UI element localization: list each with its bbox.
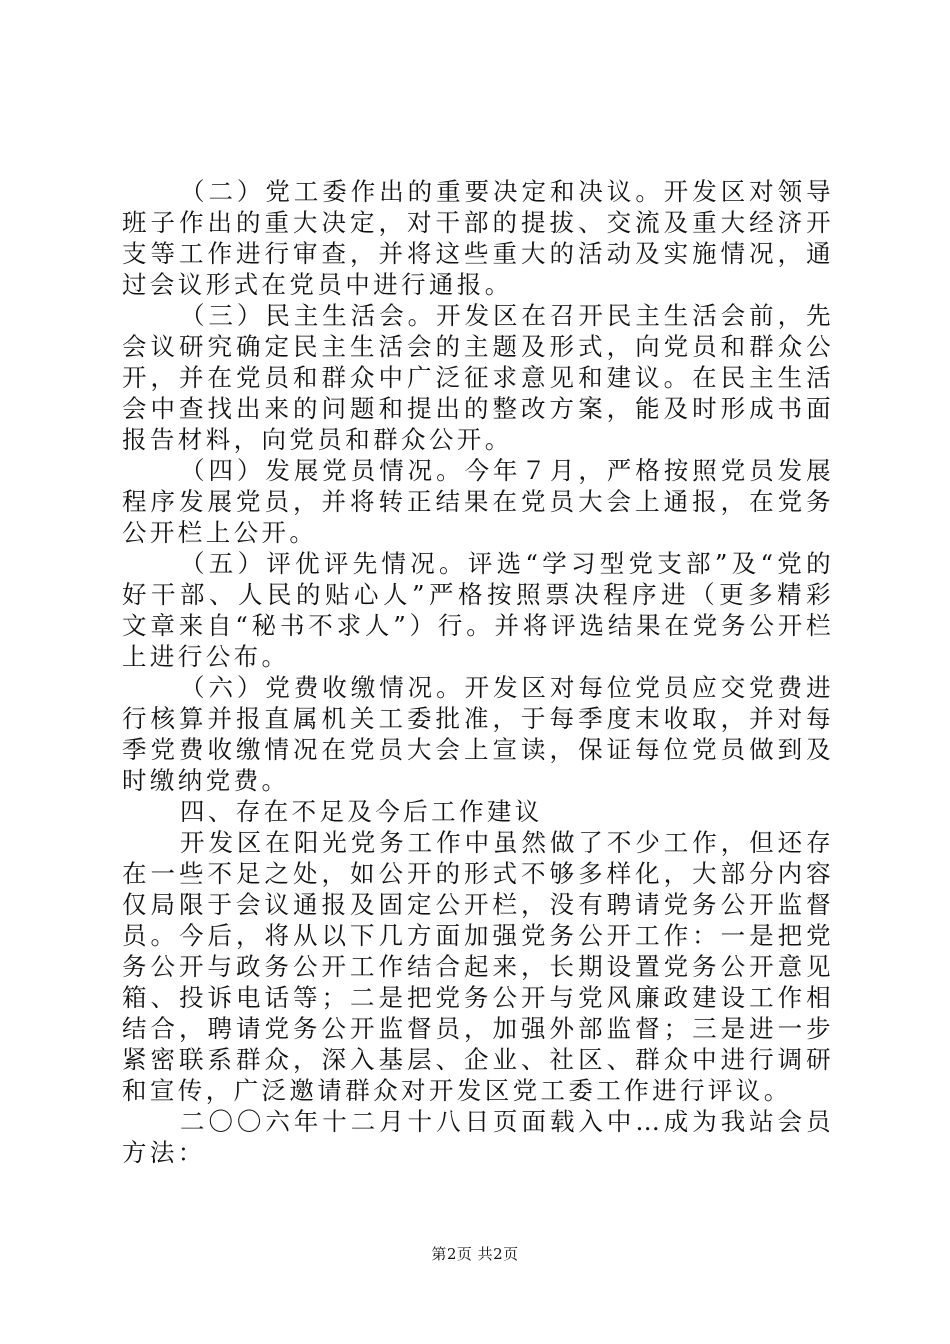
section-heading-shortcomings: 四、存在不足及今后工作建议: [180, 797, 543, 826]
paragraph-shortcomings-suggestions: 开发区在阳光党务工作中虽然做了不少工作，但还存在一些不足之处，如公开的形式不够多样化，大部分内容仅局限于会议通报及固定公开栏，没有聘请党务公开监督员。今后，将从以下几方面加强党务公开工作：一是把党务公开与政务公开工作结合起来，长期设置党务公开意见箱、投诉电话等；二是把党务公开与党风廉政建设工作相结合，聘请党务公开监督员，加强外部监督；三是进一步紧密联系群众，深入基层、企业、社区、群众中进行调研和宣传，广泛邀请群众对开发区党工委工作进行评议。: [122, 828, 834, 1105]
page-number-footer: 第2页 共2页: [431, 1245, 519, 1263]
paragraph-party-member-development: （四）发展党员情况。今年７月，严格按照党员发展程序发展党员，并将转正结果在党员大会上通报，在党务公开栏上公开。: [122, 456, 834, 547]
paragraph-party-dues: （六）党费收缴情况。开发区对每位党员应交党费进行核算并报直属机关工委批准，于每季度末收取，并对每季党费收缴情况在党员大会上宣读，保证每位党员做到及时缴纳党费。: [122, 673, 834, 795]
document-body: [122, 176, 834, 1168]
paragraph-party-committee-decisions: （二）党工委作出的重要决定和决议。开发区对领导班子作出的重大决定，对干部的提拔、交流及重大经济开支等工作进行审查，并将这些重大的活动及实施情况，通过会议形式在党员中进行通报。: [122, 177, 834, 299]
paragraph-date-line: 二〇〇六年十二月十八日页面载入中…成为我站会员方法：: [122, 1107, 834, 1167]
paragraph-evaluation-selection: （五）评优评先情况。评选“学习型党支部”及“党的好干部、人民的贴心人”严格按照票决程序进（更多精彩文章来自“秘书不求人”）行。并将评选结果在党务公开栏上进行公布。: [122, 549, 834, 671]
paragraph-democratic-life-meeting: （三）民主生活会。开发区在召开民主生活会前，先会议研究确定民主生活会的主题及形式，向党员和群众公开，并在党员和群众中广泛征求意见和建议。在民主生活会中查找出来的问题和提出的整改方案，能及时形成书面报告材料，向党员和群众公开。: [122, 301, 834, 454]
